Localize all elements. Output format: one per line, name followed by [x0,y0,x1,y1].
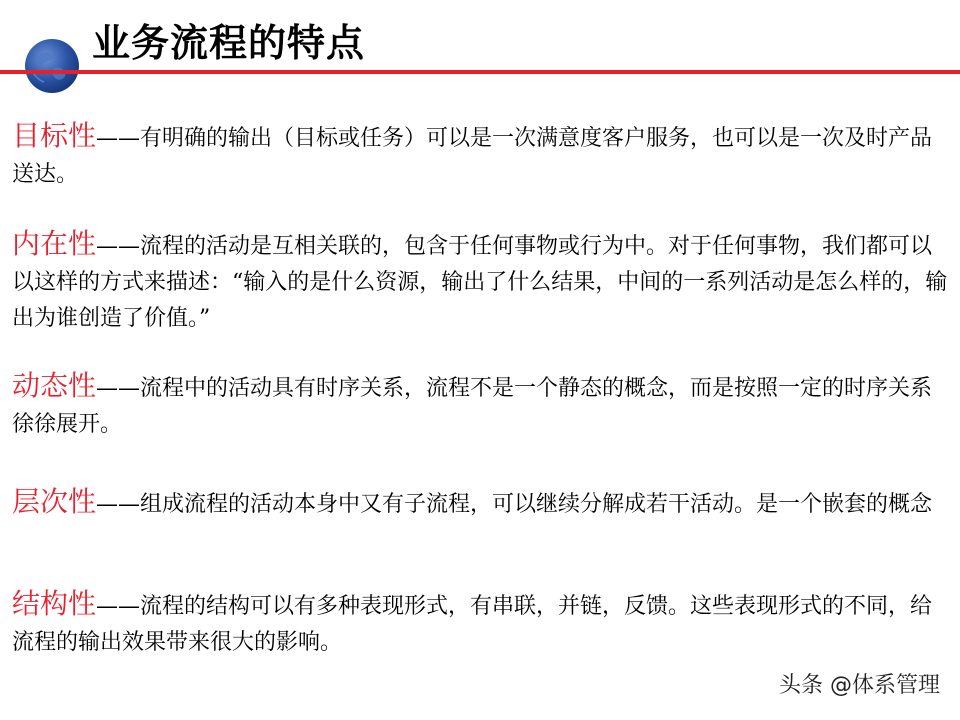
title-divider [0,70,960,74]
feature-description: ——流程中的活动具有时序关系，流程不是一个静态的概念，而是按照一定的时序关系徐徐展开。 [12,376,933,437]
feature-description: ——流程的活动是互相关联的，包含于任何事物或行为中。对于任何事物，我们都可以以这样的方式来描述：“输入的是什么资源，输出了什么结果，中间的一系列活动是怎么样的，输出为谁创造了价值。” [12,234,948,331]
source-watermark: 头条 @体系管理 [779,673,940,698]
feature-description: ——有明确的输出（目标或任务）可以是一次满意度客户服务，也可以是一次及时产品送达。 [12,126,933,187]
feature-term: 层次性 [12,485,97,518]
feature-term: 目标性 [12,119,97,152]
feature-paragraph-goal [12,118,948,193]
globe-icon [24,38,80,94]
feature-paragraph-intrinsic [12,226,948,337]
feature-description: ——组成流程的活动本身中又有子流程，可以继续分解成若干活动。是一个嵌套的概念 [96,492,933,517]
feature-term: 结构性 [12,587,97,620]
feature-paragraph-hierarchy [12,484,948,523]
feature-description: ——流程的结构可以有多种表现形式，有串联，并链，反馈。这些表现形式的不同，给流程的输出效果带来很大的影响。 [12,594,933,655]
feature-paragraph-dynamic [12,368,948,443]
page-title: 业务流程的特点 [92,21,366,65]
feature-paragraph-structure [12,586,948,661]
feature-term: 内在性 [12,227,97,260]
feature-term: 动态性 [12,369,97,402]
